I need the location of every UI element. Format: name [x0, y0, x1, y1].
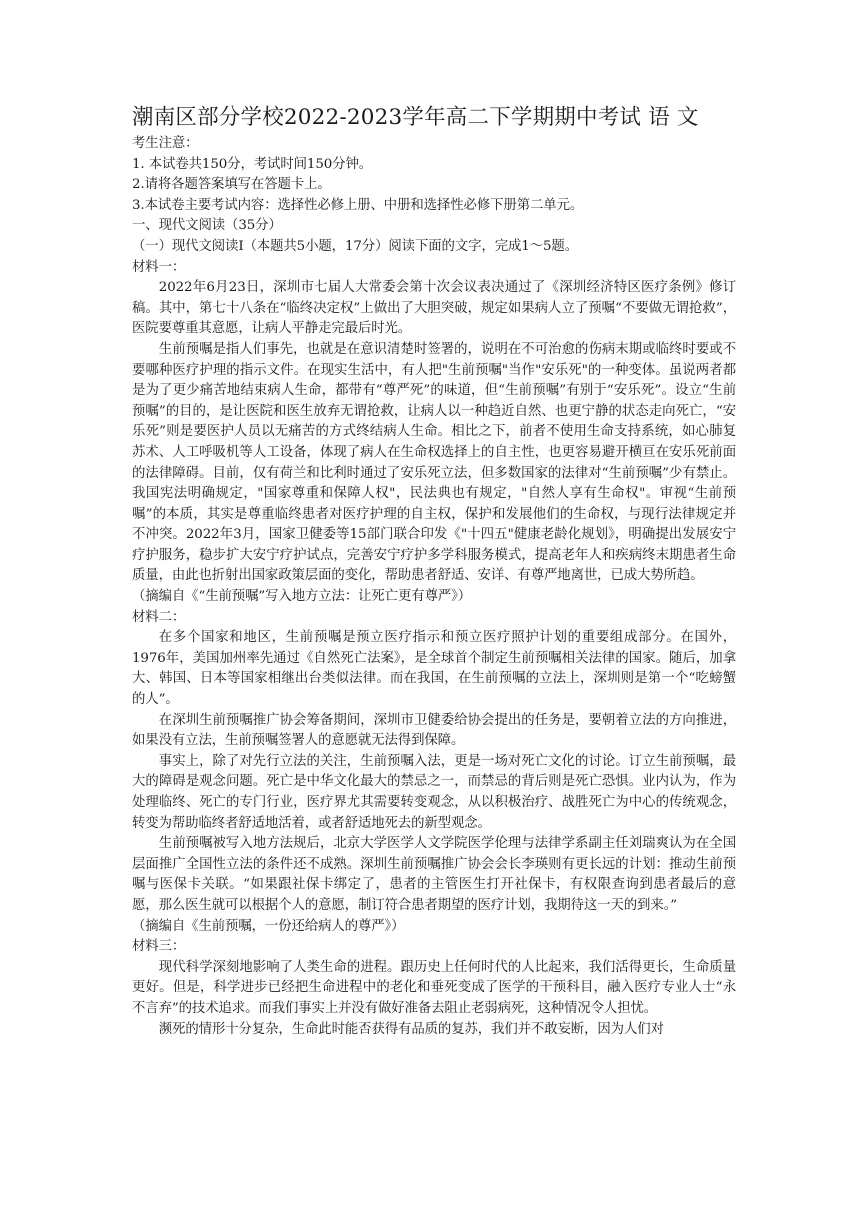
source-citation: （摘编自《“生前预嘱”写入地方立法：让死亡更有尊严》） [132, 589, 472, 605]
material-two [132, 608, 736, 938]
paragraph: 2022年6月23日，深圳市七届人大常委会第十次会议表决通过了《深圳经济特区医疗条例》修订稿。其中，第七十八条在“临终决定权”上做出了大胆突破，规定如果病人立了预嘱“不要做无谓抢救”，医院要尊重其意愿，让病人平静走完最后时光。 [132, 280, 736, 337]
paragraph: 现代科学深刻地影响了人类生命的进程。跟历史上任何时代的人比起来，我们活得更长，生命质量更好。但是，科学进步已经把生命进程中的老化和垂死变成了医学的干预科目，融入医疗专业人士“永不言弃”的技术追求。而我们事实上并没有做好准备去阻止老弱病死，这种情况令人担忧。 [132, 959, 736, 1016]
paragraph: 在深圳生前预嘱推广协会筹备期间，深圳市卫健委给协会提出的任务是，要朝着立法的方向推进，如果没有立法，生前预嘱签署人的意愿就无法得到保障。 [132, 712, 736, 749]
paragraph: 生前预嘱被写入地方法规后，北京大学医学人文学院医学伦理与法律学系副主任刘瑞爽认为在全国层面推广全国性立法的条件还不成熟。深圳生前预嘱推广协会会长李瑛则有更长远的计划：推动生前预嘱与医保卡关联。“如果跟社保卡绑定了，患者的主管医生打开社保卡，有权限查询到患者最后的意愿，那么医生就可以根据个人的意愿，制订符合患者期望的医疗计划，我期待这一天的到来。” [132, 836, 736, 913]
document-body [132, 102, 736, 1040]
material-label: 材料二： [132, 609, 186, 625]
notice-item: 1. 本试卷共150分，考试时间150分钟。 [132, 156, 373, 172]
exam-title: 潮南区部分学校2022-2023学年高二下学期期中考试 语 文 [132, 105, 699, 130]
paragraph: 在多个国家和地区，生前预嘱是预立医疗指示和预立医疗照护计划的重要组成部分。在国外，1976年，美国加州率先通过《自然死亡法案》，是全球首个制定生前预嘱相关法律的国家。随后，加拿大、韩国、日本等国家相继出台类似法律。而在我国，在生前预嘱的立法上，深圳则是第一个“吃螃蟹的人”。 [132, 630, 736, 708]
paragraph: 生前预嘱是指人们事先，也就是在意识清楚时签署的，说明在不可治愈的伤病末期或临终时要或不要哪种医疗护理的指示文件。在现实生活中，有人把"生前预嘱"当作"安乐死"的一种变体。虽说两者都是为了更少痛苦地结束病人生命，都带有“尊严死”的味道，但“生前预嘱”有别于“安乐死”。设立“生前预嘱”的目的，是让医院和医生放弃无谓抢救，让病人以一种趋近自然、也更宁静的状态走向死亡，“安乐死”则是要医护人员以无痛苦的方式终结病人生命。相比之下，前者不使用生命支持系统，如心肺复苏术、人工呼吸机等人工设备，体现了病人在生命权选择上的自主性，也更容易避开横亘在安乐死前面的法律障碍。目前，仅有荷兰和比利时通过了安乐死立法，但多数国家的法律对“生前预嘱”少有禁止。我国宪法明确规定，"国家尊重和保障人权"，民法典也有规定，"自然人享有生命权"。审视“生前预嘱”的本质，其实是尊重临终患者对医疗护理的自主权，保护和发展他们的生命权，与现行法律规定并不冲突。2022年3月，国家卫健委等15部门联合印发《"十四五"健康老龄化规划》，明确提出发展安宁疗护服务，稳步扩大安宁疗护试点，完善安宁疗护多学科服务模式，提高老年人和疾病终末期患者生命质量，由此也折射出国家政策层面的变化，帮助患者舒适、安详、有尊严地离世，已成大势所趋。 [132, 341, 736, 584]
notice-item: 2.请将各题答案填写在答题卡上。 [132, 177, 331, 193]
material-label: 材料三： [132, 939, 186, 955]
notice-item: 3.本试卷主要考试内容：选择性必修上册、中册和选择性必修下册第二单元。 [132, 197, 584, 213]
section-heading: 一、现代文阅读（35分） [132, 218, 282, 234]
material-label: 材料一： [132, 259, 186, 275]
paragraph: 濒死的情形十分复杂，生命此时能否获得有品质的复苏，我们并不敢妄断，因为人们对 [158, 1021, 664, 1037]
material-three [132, 937, 736, 1040]
notice-heading: 考生注意： [132, 136, 199, 151]
source-citation: （摘编自《生前预嘱，一份还给病人的尊严》） [132, 918, 405, 934]
material-one [132, 258, 736, 608]
paragraph: 事实上，除了对先行立法的关注，生前预嘱入法，更是一场对死亡文化的讨论。订立生前预嘱，最大的障碍是观念问题。死亡是中华文化最大的禁忌之一，而禁忌的背后则是死亡恐惧。业内认为，作为处理临终、死亡的专门行业，医疗界尤其需要转变观念，从以积极治疗、战胜死亡为中心的传统观念，转变为帮助临终者舒适地活着，或者舒适地死去的新型观念。 [132, 753, 736, 831]
notice-block [132, 134, 736, 216]
subsection-heading: （一）现代文阅读Ⅰ（本题共5小题，17分）阅读下面的文字，完成1～5题。 [132, 238, 579, 254]
